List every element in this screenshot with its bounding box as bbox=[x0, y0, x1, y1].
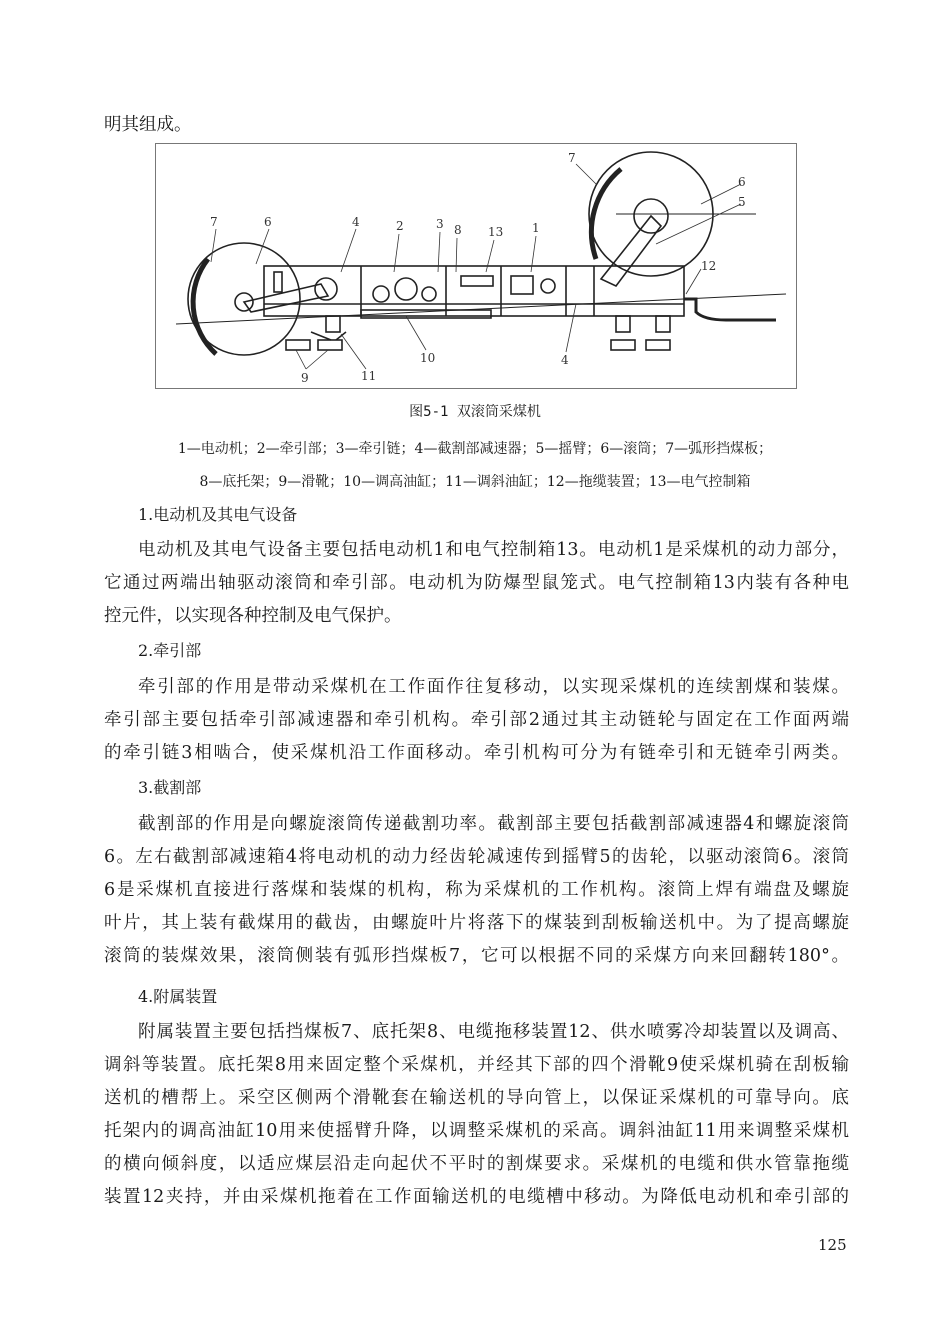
paragraph-line: 送机的槽帮上。采空区侧两个滑靴套在输送机的导向管上，以保证采煤机的可靠导向。底 bbox=[104, 1088, 849, 1108]
paragraph-line: 截割部的作用是向螺旋滚筒传递截割功率。截割部主要包括截割部减速器4和螺旋滚筒 bbox=[138, 814, 849, 834]
intro-fragment: 明其组成。 bbox=[104, 115, 192, 135]
callout-5: 5 bbox=[738, 195, 746, 209]
callout-10: 10 bbox=[420, 351, 436, 365]
section-heading-3: 3.截割部 bbox=[138, 778, 202, 797]
paragraph-line: 附属装置主要包括挡煤板7、底托架8、电缆拖移装置12、供水喷雾冷却装置以及调高、 bbox=[138, 1022, 849, 1042]
cable-handler bbox=[684, 299, 776, 320]
paragraph-line: 托架内的调高油缸10用来使摇臂升降，以调整采煤机的采高。调斜油缸11用来调整采煤机 bbox=[104, 1121, 849, 1141]
callout-3: 3 bbox=[436, 217, 444, 231]
paragraph-line: 控元件，以实现各种控制及电气保护。 bbox=[104, 606, 402, 626]
shearer-diagram bbox=[155, 143, 797, 389]
figure-caption: 图5-1 双滚筒采煤机 bbox=[409, 404, 541, 420]
callout-8: 8 bbox=[454, 223, 462, 237]
paragraph-line: 叶片，其上装有截煤用的截齿，由螺旋叶片将落下的煤装到刮板输送机中。为了提高螺旋 bbox=[104, 913, 849, 933]
paragraph-line: 牵引部的作用是带动采煤机在工作面作往复移动，以实现采煤机的连续割煤和装煤。 bbox=[138, 677, 849, 697]
callout-7-left: 7 bbox=[210, 215, 218, 229]
paragraph-line: 滚筒的装煤效果，滚筒侧装有弧形挡煤板7，它可以根据不同的采煤方向来回翻转180°。 bbox=[104, 946, 849, 966]
paragraph-line: 的牵引链3相啮合，使采煤机沿工作面移动。牵引机构可分为有链牵引和无链牵引两类。 bbox=[104, 743, 849, 763]
paragraph-line: 它通过两端出轴驱动滚筒和牵引部。电动机为防爆型鼠笼式。电气控制箱13内装有各种电 bbox=[104, 573, 849, 593]
callout-7-right: 7 bbox=[568, 151, 576, 165]
figure-legend-line-1: 1—电动机；2—牵引部；3—牵引链；4—截割部减速器；5—摇臂；6—滚筒；7—弧形挡煤板； bbox=[177, 441, 773, 457]
paragraph-line: 牵引部主要包括牵引部减速器和牵引机构。牵引部2通过其主动链轮与固定在工作面两端 bbox=[104, 710, 849, 730]
paragraph-line: 装置12夹持，并由采煤机拖着在工作面输送机的电缆槽中移动。为降低电动机和牵引部的 bbox=[104, 1187, 849, 1207]
paragraph-line: 的横向倾斜度，以适应煤层沿走向起伏不平时的割煤要求。采煤机的电缆和供水管靠拖缆 bbox=[104, 1154, 849, 1174]
callout-6-right: 6 bbox=[738, 175, 746, 189]
section-heading-2: 2.牵引部 bbox=[138, 641, 202, 660]
shearer-drawing bbox=[156, 144, 796, 388]
section-heading-1: 1.电动机及其电气设备 bbox=[138, 505, 298, 524]
page-number: 125 bbox=[818, 1236, 847, 1254]
figure-legend-line-2: 8—底托架；9—滑靴；10—调高油缸；11—调斜油缸；12—拖缆装置；13—电气控制箱 bbox=[199, 474, 751, 490]
callout-4-right: 4 bbox=[561, 353, 569, 367]
callout-4-left: 4 bbox=[352, 215, 360, 229]
paragraph-line: 调斜等装置。底托架8用来固定整个采煤机，并经其下部的四个滑靴9使采煤机骑在刮板输 bbox=[104, 1055, 849, 1075]
paragraph-line: 电动机及其电气设备主要包括电动机1和电气控制箱13。电动机1是采煤机的动力部分， bbox=[138, 540, 849, 560]
callout-1: 1 bbox=[532, 221, 540, 235]
callout-9: 9 bbox=[301, 371, 309, 385]
callout-2: 2 bbox=[396, 219, 404, 233]
machine-body bbox=[264, 266, 684, 316]
callout-12: 12 bbox=[701, 259, 717, 273]
paragraph-line: 6是采煤机直接进行落煤和装煤的机构，称为采煤机的工作机构。滚筒上焊有端盘及螺旋 bbox=[104, 880, 849, 900]
callout-11: 11 bbox=[361, 369, 377, 383]
paragraph-line: 6。左右截割部减速箱4将电动机的动力经齿轮减速传到摇臂5的齿轮，以驱动滚筒6。滚筒 bbox=[104, 847, 849, 867]
callout-13: 13 bbox=[488, 225, 504, 239]
section-heading-4: 4.附属装置 bbox=[138, 987, 218, 1006]
callout-6-left: 6 bbox=[264, 215, 272, 229]
left-arc-shield bbox=[193, 259, 216, 354]
